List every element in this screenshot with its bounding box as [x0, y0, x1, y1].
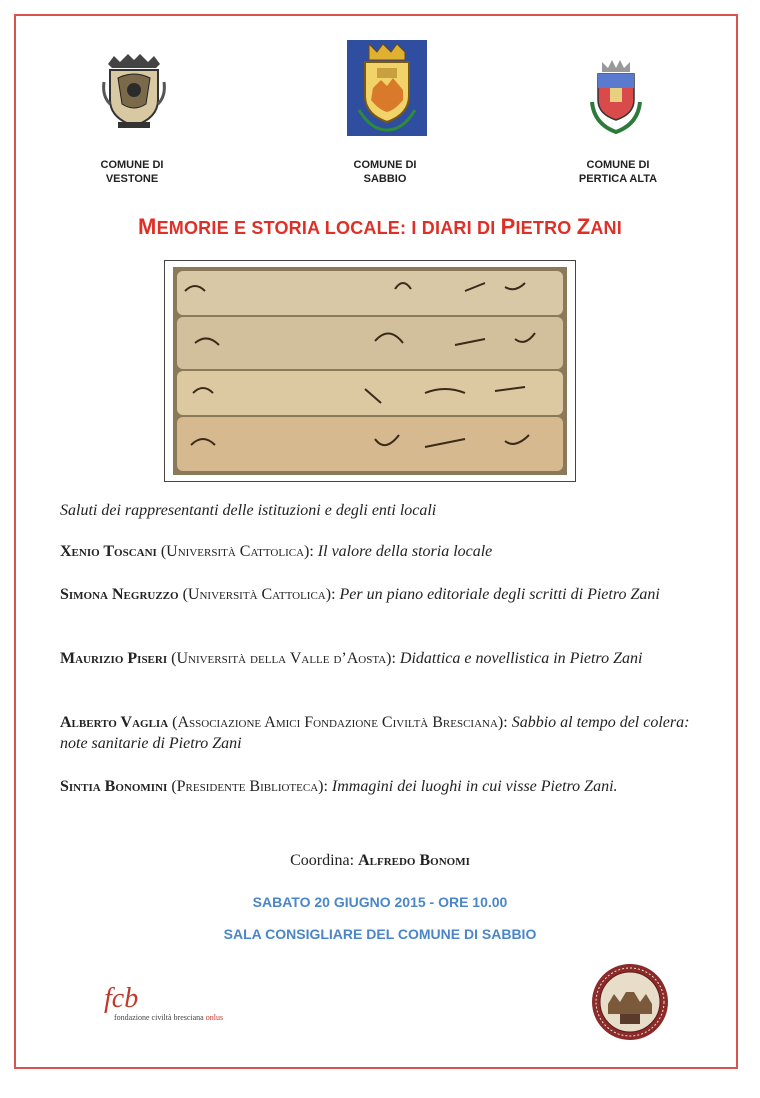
- event-venue: SALA CONSIGLIARE DEL COMUNE DI SABBIO: [223, 926, 537, 942]
- pertica-alta-coat-of-arms-icon: [588, 58, 644, 136]
- vestone-coat-of-arms-icon: [100, 52, 168, 132]
- sabbio-coat-of-arms-icon: [347, 40, 427, 136]
- fcb-logo-mark: fcb: [104, 983, 139, 1014]
- intro-line: Saluti dei rappresentanti delle istituzioni e degli enti locali: [60, 502, 437, 519]
- talk-item: Maurizio Piseri (Università della Valle d’Aosta): Didattica e novellistica in Pietro Zani: [60, 650, 643, 667]
- coordination-line: Coordina: Alfredo Bonomi: [290, 852, 470, 869]
- comune-vestone-label: COMUNE DI VESTONE: [100, 159, 164, 185]
- talk-item: Simona Negruzzo (Università Cattolica): Per un piano editoriale degli scritti di Pietro Zani: [60, 586, 660, 603]
- comune-pertica-alta-label: COMUNE DI PERTICA ALTA: [578, 159, 658, 185]
- fcb-logo: [94, 983, 224, 1033]
- talk-item: Xenio Toscani (Università Cattolica): Il valore della storia locale: [60, 543, 493, 560]
- old-diaries-photo: [164, 260, 576, 482]
- fcb-logo-subtitle: fondazione civiltà bresciana onlus: [114, 1013, 224, 1022]
- biblioteca-seal-icon: [590, 962, 670, 1042]
- page-title: MEMORIE E STORIA LOCALE: I DIARI DI PIETRO ZANI: [138, 214, 622, 239]
- talk-item: Alberto Vaglia (Associazione Amici Fondazione Civiltà Bresciana): Sabbio al tempo del colera: note sanitarie di Pietro Zani: [60, 714, 690, 752]
- event-date: SABATO 20 GIUGNO 2015 - ORE 10.00: [252, 894, 508, 910]
- talk-item: Sintia Bonomini (Presidente Biblioteca): Immagini dei luoghi in cui visse Pietro Zani.: [60, 778, 618, 795]
- comune-sabbio-label: COMUNE DI SABBIO: [353, 159, 417, 185]
